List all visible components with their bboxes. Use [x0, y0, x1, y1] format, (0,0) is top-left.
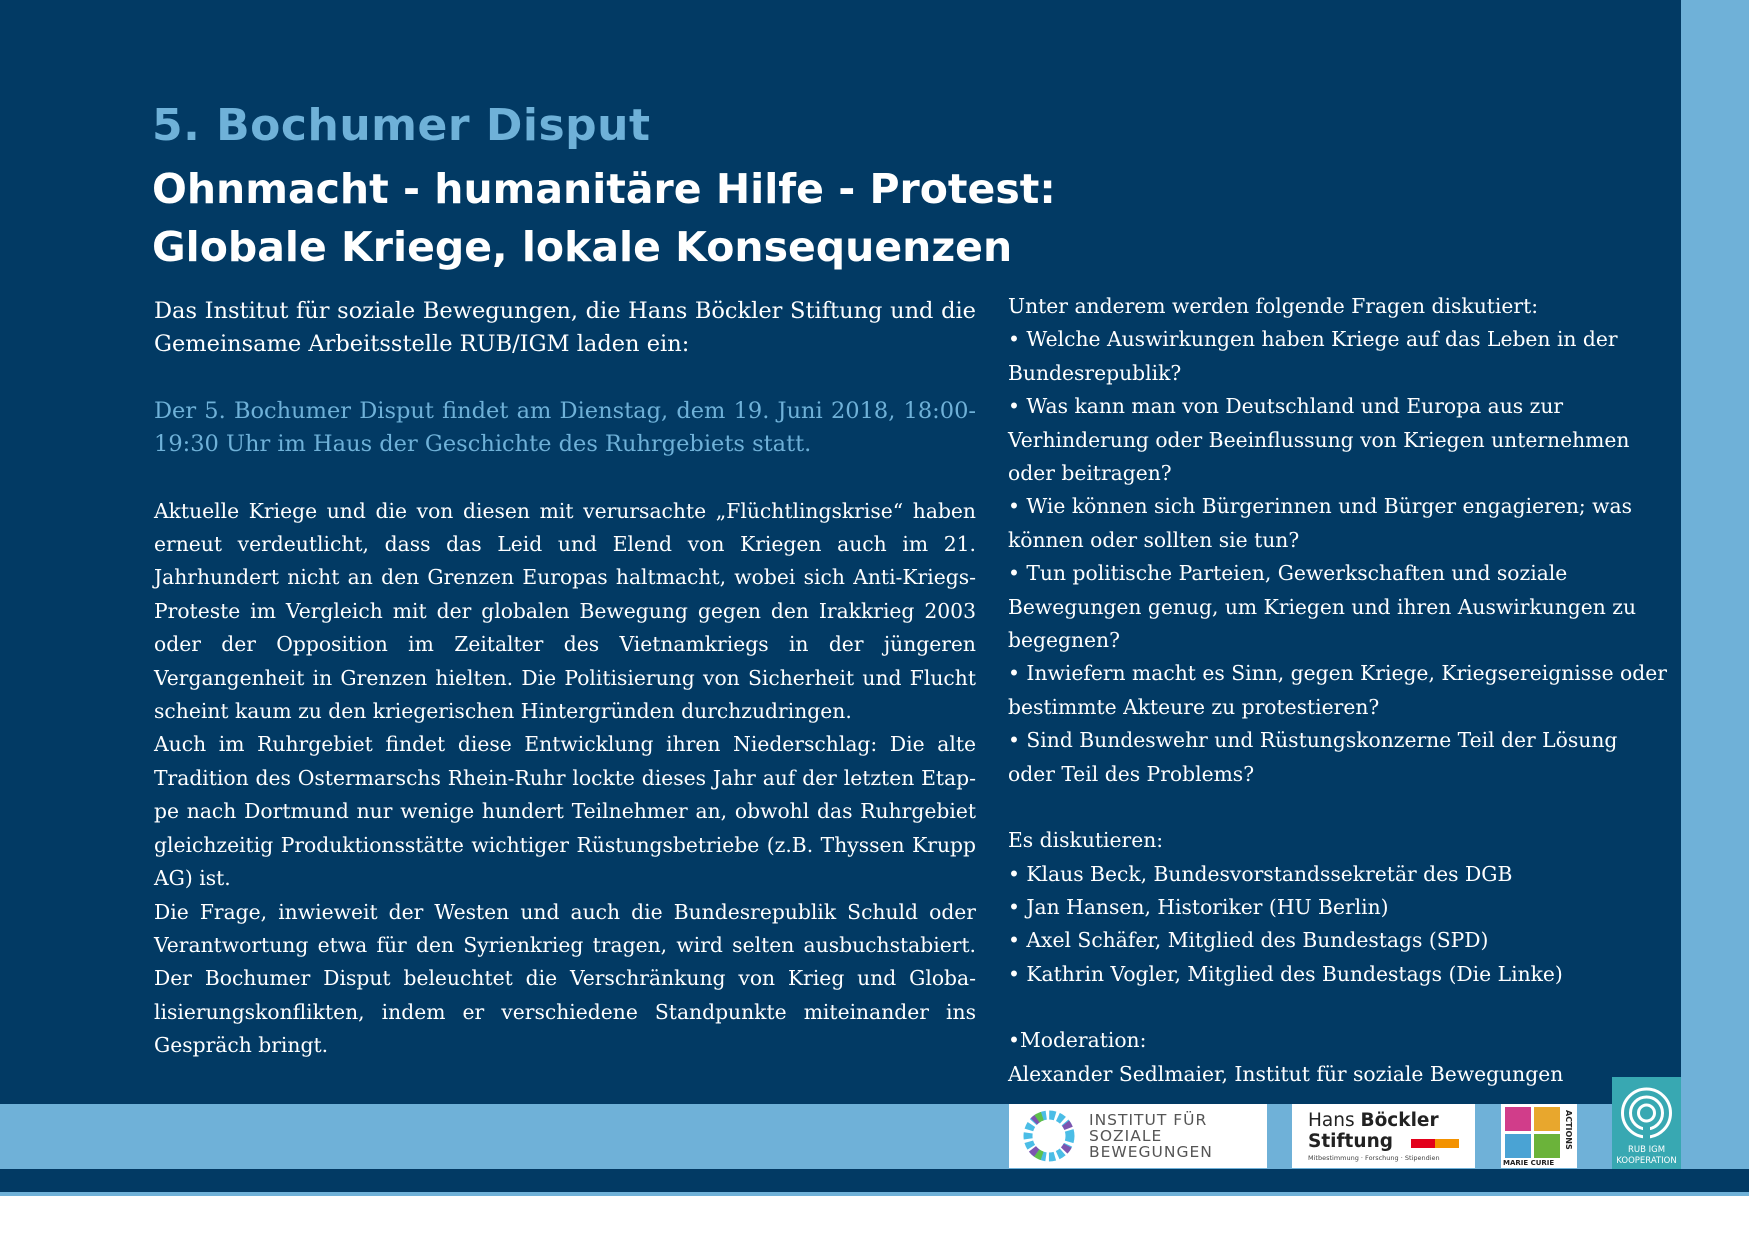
hbs-logo	[1292, 1104, 1475, 1168]
question-item: • Tun politische Parteien, Gewerkschaften und soziale Bewegungen genug, um Kriegen und ihren Auswirkungen zu begegnen?	[1008, 561, 1637, 653]
isb-line: INSTITUT FÜR	[1089, 1111, 1208, 1129]
portrait-tile-icon	[1505, 1134, 1531, 1158]
isb-logo	[1009, 1104, 1267, 1168]
spacer	[154, 362, 976, 395]
title-line-1: Ohnmacht - humanitäre Hilfe - Protest:	[152, 165, 1056, 213]
marie-curie-logo	[1501, 1104, 1577, 1168]
portrait-tile-icon	[1505, 1107, 1531, 1131]
moderation-label: •Moderation:	[1008, 1028, 1147, 1053]
bottom-logo-band	[0, 1104, 1749, 1169]
hbs-name-first: Hans	[1308, 1110, 1361, 1131]
rub-line-2: KOOPERATION	[1616, 1156, 1677, 1166]
hbs-flag-icon	[1411, 1139, 1459, 1148]
spacer	[154, 462, 976, 495]
question-item: • Welche Auswirkungen haben Kriege auf das Leben in der Bundesrepublik?	[1008, 327, 1618, 385]
mca-name: MARIE CURIE	[1503, 1159, 1555, 1167]
portrait-tile-icon	[1534, 1134, 1560, 1158]
rub-igm-logo	[1612, 1077, 1681, 1169]
hbs-name-last: Böckler	[1360, 1110, 1439, 1131]
portrait-tile-icon	[1534, 1107, 1560, 1131]
body-paragraph-3: Die Frage, inwieweit der Westen und auch die Bundesrepublik Schuld oder Verantwortung etwa für den Syrienkrieg tragen, wird selten ausbuchstabiert. Der Bochumer Disput beleuchtet die Verschränkung von Krieg und Globalisierungskonflikten, indem er verschiedene Standpunkte miteinander ins Gespräch bringt.	[154, 899, 976, 1058]
isb-line: BEWEGUNGEN	[1089, 1143, 1213, 1161]
rub-line-1: RUB IGM	[1627, 1145, 1666, 1155]
title-line-2: Globale Kriege, lokale Konsequenzen	[152, 223, 1013, 271]
mca-side-text: ACTIONS	[1564, 1110, 1573, 1150]
question-item: • Sind Bundeswehr und Rüstungskonzerne Teil der Lösung oder Teil des Problems?	[1008, 728, 1618, 786]
hbs-name	[1308, 1110, 1439, 1131]
hbs-tagline: Mitbestimmung · Forschung · Stipendien	[1308, 1154, 1440, 1162]
panelist-item: • Jan Hansen, Historiker (HU Berlin)	[1008, 894, 1389, 919]
isb-ring-icon	[1009, 1104, 1089, 1168]
bottom-dark-strip	[0, 1169, 1749, 1192]
body-paragraph-2: Auch im Ruhrgebiet findet diese Entwicklung ihren Niederschlag: Die alte Tradition des Ostermarschs Rhein-Ruhr lockte dieses Jahr auf der letzten Etappe nach Dortmund nur wenige hundert Teilnehmer an, obwohl das Ruhrgebiet gleichzeitig Produktionsstätte wichtiger Rüstungsbetriebe (z.B. Thyssen Krupp AG) ist.	[154, 732, 976, 891]
invitation-text: Das Institut für soziale Bewegungen, die Hans Böckler Stiftung und die Gemeinsame Arbeitsstelle RUB/IGM laden ein:	[154, 298, 976, 358]
question-item: • Inwiefern macht es Sinn, gegen Kriege, Kriegsereignisse oder bestimmte Akteure zu protestieren?	[1008, 661, 1667, 719]
right-accent-stripe	[1681, 0, 1749, 1104]
question-item: • Wie können sich Bürgerinnen und Bürger engagieren; was können oder sollten sie tun?	[1008, 494, 1633, 552]
panel-intro: Es diskutieren:	[1008, 828, 1164, 853]
spacer	[1008, 991, 1668, 1024]
isb-logo-text	[1089, 1112, 1213, 1160]
bottom-accent-line	[0, 1192, 1749, 1196]
hbs-stiftung: Stiftung	[1308, 1131, 1393, 1152]
left-column	[154, 295, 976, 1063]
isb-line: SOZIALE	[1089, 1127, 1163, 1145]
rub-igm-emblem-icon	[1616, 1085, 1677, 1143]
panelist-item: • Kathrin Vogler, Mitglied des Bundestags (Die Linke)	[1008, 961, 1563, 986]
right-column	[1008, 290, 1668, 1091]
event-kicker: 5. Bochumer Disput	[152, 100, 651, 151]
question-item: • Was kann man von Deutschland und Europa aus zur Verhinderung oder Beeinflussung von Kriegen unternehmen oder beitragen?	[1008, 394, 1630, 486]
body-paragraph-1: Aktuelle Kriege und die von diesen mit verursachte „Flüchtlingskrise“ haben erneut verdeutlicht, dass das Leid und Elend von Kriegen auch im 21. Jahrhundert nicht an den Grenzen Europas haltmacht, wobei sich Anti-Kriegs-Proteste im Vergleich mit der globalen Bewegung gegen den Irakkrieg 2003 oder der Opposition im Zeitalter des Vietnamkriegs in der jüngeren Vergangenheit in Grenzen hielten. Die Politisierung von Sicherheit und Flucht scheint kaum zu den kriegerischen Hintergründen durchzudringen.	[154, 498, 976, 724]
event-title	[152, 160, 1056, 276]
panelist-item: • Axel Schäfer, Mitglied des Bundestags (SPD)	[1008, 928, 1489, 953]
moderator-name: Alexander Sedlmaier, Institut für soziale Bewegungen	[1008, 1061, 1564, 1086]
questions-intro: Unter anderem werden folgende Fragen diskutiert:	[1008, 294, 1539, 318]
date-announcement: Der 5. Bochumer Disput findet am Dienstag, dem 19. Juni 2018, 18:00-19:30 Uhr im Haus der Geschichte des Ruhrgebiets statt.	[154, 397, 976, 458]
panelist-item: • Klaus Beck, Bundesvorstandssekretär des DGB	[1008, 861, 1513, 886]
spacer	[1008, 791, 1668, 824]
